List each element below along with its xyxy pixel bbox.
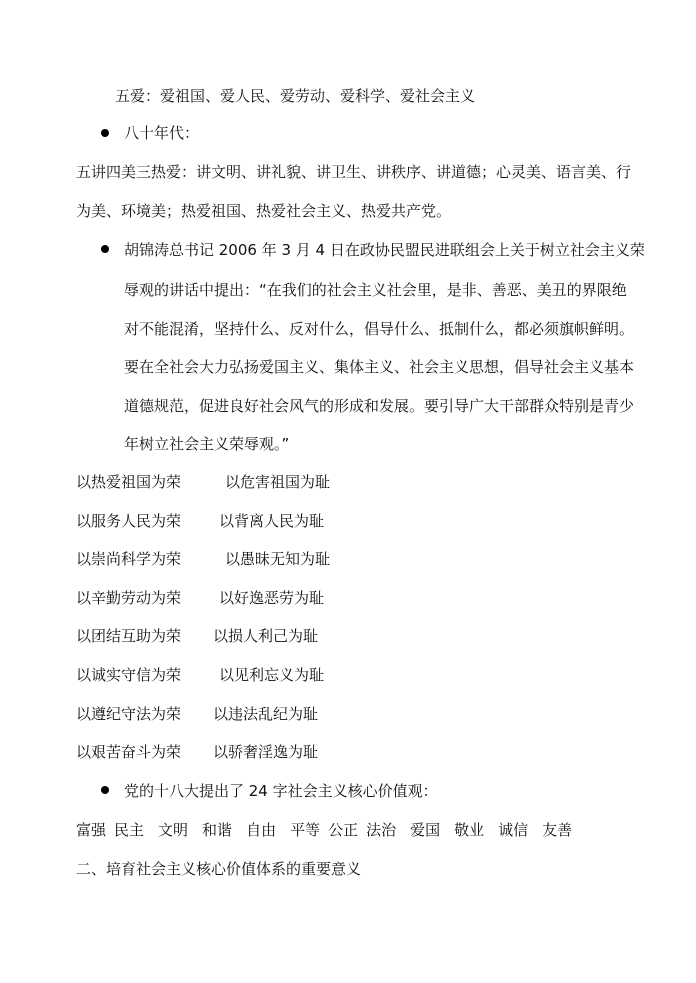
bullet-icon: [101, 786, 109, 794]
disgrace-text: 以违法乱纪为耻: [213, 705, 319, 723]
five-four-three-line-1: 五讲四美三热爱：讲文明、讲礼貌、讲卫生、讲秩序、讲道德；心灵美、语言美、行: [76, 163, 632, 181]
honor-disgrace-row: [76, 549, 330, 569]
core-value: 文明: [158, 821, 189, 839]
hu-speech-line-6: 年树立社会主义荣辱观。”: [124, 435, 290, 453]
honor-text: 以热爱祖国为荣: [76, 473, 182, 491]
disgrace-text: 以损人利己为耻: [213, 627, 319, 645]
honor-text: 以崇尚科学为荣: [76, 550, 182, 568]
disgrace-text: 以愚昧无知为耻: [225, 550, 331, 568]
honor-text: 以团结互助为荣: [76, 627, 182, 645]
core-value: 公正: [328, 821, 359, 839]
core-value: 平等: [290, 821, 321, 839]
honor-disgrace-row: [76, 704, 318, 724]
core-value: 民主: [114, 821, 145, 839]
core-value: 富强: [76, 821, 107, 839]
hu-speech-line-5: 道德规范，促进良好社会风气的形成和发展。要引导广大干部群众特别是青少: [124, 397, 635, 415]
honor-disgrace-row: [76, 665, 324, 685]
hu-speech-line-2: 辱观的讲话中提出：“在我们的社会主义社会里，是非、善恶、美丑的界限绝: [124, 281, 627, 299]
hu-speech-line-3: 对不能混淆，坚持什么、反对什么，倡导什么、抵制什么，都必须旗帜鲜明。: [124, 320, 635, 338]
core-values-line: [76, 820, 586, 840]
eighteenth-congress-line: 党的十八大提出了 24 字社会主义核心价值观：: [124, 782, 438, 800]
core-value: 和谐: [202, 821, 233, 839]
disgrace-text: 以危害祖国为耻: [225, 473, 331, 491]
honor-text: 以诚实守信为荣: [76, 666, 182, 684]
eighties-heading: 八十年代：: [124, 124, 200, 142]
honor-disgrace-row: [76, 472, 330, 492]
hu-speech-line-4: 要在全社会大力弘扬爱国主义、集体主义、社会主义思想，倡导社会主义基本: [124, 358, 635, 376]
core-value: 诚信: [498, 821, 529, 839]
honor-disgrace-row: [76, 588, 324, 608]
honor-text: 以遵纪守法为荣: [76, 705, 182, 723]
honor-disgrace-row: [76, 626, 318, 646]
core-value: 友善: [542, 821, 573, 839]
honor-text: 以艰苦奋斗为荣: [76, 743, 182, 761]
core-value: 敬业: [454, 821, 485, 839]
hu-speech-line-1: 胡锦涛总书记 2006 年 3 月 4 日在政协民盟民进联组会上关于树立社会主义荣: [124, 241, 645, 259]
honor-disgrace-row: [76, 742, 318, 762]
core-value: 自由: [246, 821, 277, 839]
bullet-icon: [101, 245, 109, 253]
honor-text: 以辛勤劳动为荣: [76, 589, 182, 607]
honor-text: 以服务人民为荣: [76, 512, 182, 530]
section-two-heading: 二、培育社会主义核心价值体系的重要意义: [76, 860, 362, 878]
bullet-icon: [101, 129, 109, 137]
disgrace-text: 以骄奢淫逸为耻: [213, 743, 319, 761]
disgrace-text: 以见利忘义为耻: [219, 666, 325, 684]
disgrace-text: 以好逸恶劳为耻: [219, 589, 325, 607]
honor-disgrace-row: [76, 511, 324, 531]
disgrace-text: 以背离人民为耻: [219, 512, 325, 530]
core-value: 爱国: [410, 821, 441, 839]
five-four-three-line-2: 为美、环境美；热爱祖国、热爱社会主义、热爱共产党。: [76, 202, 452, 220]
core-value: 法治: [366, 821, 397, 839]
five-loves-line: 五爱：爱祖国、爱人民、爱劳动、爱科学、爱社会主义: [115, 87, 476, 105]
